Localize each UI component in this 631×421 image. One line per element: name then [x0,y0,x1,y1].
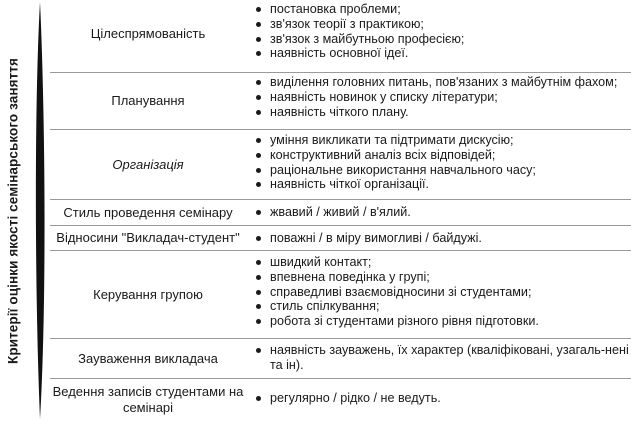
list-item [254,231,630,246]
list-item [254,133,630,148]
list-item-text: наявність чіткого плану. [270,104,409,119]
criterion-items-organization [254,133,630,192]
list-item-text: уміння викликати та підтримати дискусію; [270,133,514,147]
bullet-icon [256,260,261,265]
list-item-text: зв'язок з майбутньою професією; [270,31,465,46]
bullet-icon [256,290,261,295]
list-item [254,343,630,373]
list-item-text: швидкий контакт; [270,255,372,269]
criterion-items-style [254,205,630,220]
row-separator [50,199,631,200]
bullet-icon [256,319,261,324]
list-item [254,270,630,285]
vertical-caption-text: Критерії оцінки якості семінарського заняття [5,58,21,364]
row-separator [50,225,631,226]
bullet-icon [256,51,261,56]
row-separator [50,338,631,339]
list-item [254,148,630,163]
bullet-icon [256,168,261,173]
criterion-items-purposefulness [254,2,630,61]
bullet-icon [256,153,261,158]
bullet-icon [256,80,261,85]
list-item [254,205,630,220]
list-item [254,314,630,329]
bullet-icon [256,210,261,215]
criterion-items-teacher-remarks [254,343,630,373]
list-item [254,285,630,300]
criterion-label-style: Стиль проведення семінару [63,205,233,220]
criterion-items-student-notes [254,391,630,406]
spindle-arrow-shape [26,0,48,421]
list-item-text: поважні / в міру вимогливі / байдужі. [270,231,482,245]
list-item-text: наявність зауважень, їх характер (кваліфіковані, узагаль-нені та ін). [270,343,629,372]
criterion-label-relations: Відносини "Викладач-студент" [56,230,240,245]
bullet-icon [256,138,261,143]
list-item-text: зв'язок теорії з практикою; [270,16,424,31]
criterion-items-group-management [254,255,630,329]
list-item [254,75,630,90]
bullet-icon [256,275,261,280]
bullet-icon [256,95,261,100]
bullet-icon [256,37,261,42]
bullet-icon [256,348,261,353]
list-item-text: раціональне використання навчального часу; [270,162,536,177]
bullet-icon [256,396,261,401]
row-separator [50,250,631,251]
bullet-icon [256,182,261,187]
list-item [254,90,630,105]
list-item-text: робота зі студентами різного рівня підготовки. [270,314,539,329]
list-item [254,105,630,120]
row-separator [50,378,631,379]
bullet-icon [256,236,261,241]
list-item-text: впевнена поведінка у групі; [270,269,430,284]
list-item [254,391,630,406]
list-item-text: виділення головних питань, пов'язаних з майбутнім фахом; [270,75,618,89]
criterion-items-relations [254,231,630,246]
list-item-text: наявність новинок у списку літератури; [270,89,498,104]
list-item-text: наявність чіткої організації. [270,177,429,192]
criterion-label-student-notes: Ведення записів студентами на семінарі [52,384,244,415]
criterion-label-organization: Організація [112,157,184,172]
vertical-caption [2,6,24,416]
list-item-text: конструктивний аналіз всіх відповідей; [270,147,496,162]
criterion-label-planning: Планування [111,93,185,108]
list-item [254,32,630,47]
list-item [254,255,630,270]
list-item [254,177,630,192]
row-separator [50,129,631,130]
bullet-icon [256,22,261,27]
bullet-icon [256,110,261,115]
list-item-text: жвавий / живий / в'ялий. [270,205,411,219]
bullet-icon [256,7,261,12]
bullet-icon [256,304,261,309]
list-item [254,46,630,61]
row-separator [50,72,631,73]
criterion-label-group-management: Керування групою [93,287,203,302]
list-item-text: наявність основної ідеї. [270,46,409,61]
list-item [254,299,630,314]
list-item-text: справедливі взаємовідносини зі студентами; [270,284,532,299]
criterion-label-teacher-remarks: Зауваження викладача [78,351,218,366]
criterion-items-planning [254,75,630,119]
list-item [254,2,630,17]
list-item-text: стиль спілкування; [270,299,380,314]
criterion-label-purposefulness: Цілеспрямованість [90,26,206,41]
list-item-text: постановка проблеми; [270,2,401,16]
list-item [254,163,630,178]
list-item [254,17,630,32]
list-item-text: регулярно / рідко / не ведуть. [270,391,441,405]
